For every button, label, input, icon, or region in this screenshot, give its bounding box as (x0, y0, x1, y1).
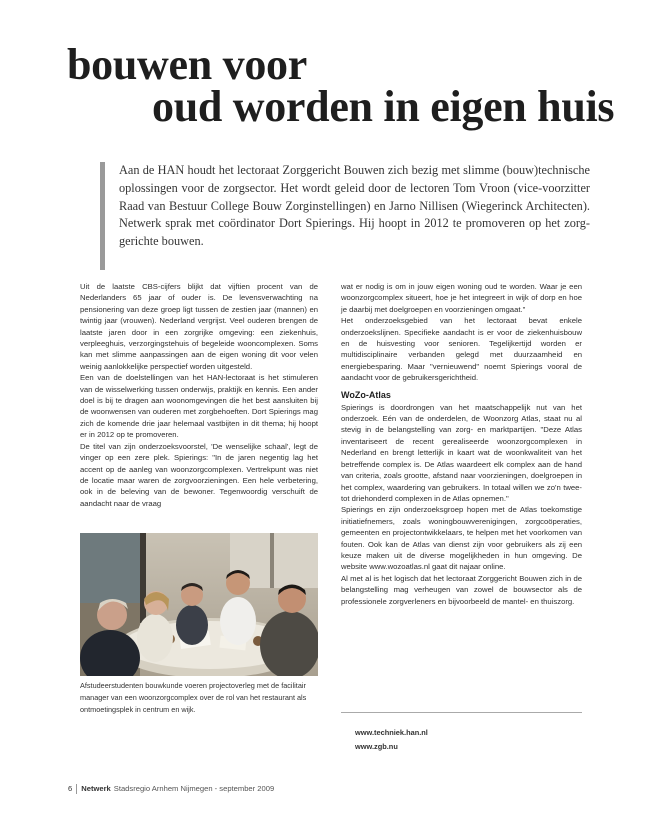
link-zgb[interactable]: www.zgb.nu (355, 742, 398, 751)
title-line-2: oud worden in eigen huis (152, 82, 615, 131)
right-paragraph-2: Het onderzoeksgebied van het lectoraat bevat enkele onderzoekslijnen. Specifieke aandacht is er voor de ziekenhuisbouw en de huisvesting voor senioren. Tegelijkertijd worden er multidisciplinaire verbanden gelegd met duurzaamheid en energiebesparing. Maar "vernieuwend" noemt Spierings vooral de aandacht voor de gebruikersgerichtheid. (341, 316, 582, 383)
meeting-photo (80, 533, 318, 676)
right-column (341, 281, 582, 607)
meeting-photo-illustration (80, 533, 318, 676)
footer-text: Stadsregio Arnhem Nijmegen - september 2009 (113, 784, 275, 793)
left-column (80, 281, 318, 509)
intro-accent-bar (100, 162, 105, 270)
right-paragraph-4: Spierings en zijn onderzoeksgroep hopen met de Atlas toekomstige initiatiefnemers, zoals woningbouwverenigingen, zorgcoöperaties, gemeenten en projectontwikkelaars, te helpen met het voorkomen van fouten. Ook kan de Atlas van dienst zijn voor gebruikers als zij een keuze maken uit de diverse mogelijkheden in hun omgeving. De website www.wozoatlas.nl gaat dit najaar online. (341, 505, 582, 572)
right-paragraph-3: Spierings is doordrongen van het maatschappelijk nut van het onderzoek. Eén van de onderdelen, de Woonzorg Atlas, staat nu al stevig in de belangstelling van zorg- en marktpartijen. "Deze Atlas inventariseert de recent gerealiseerde woonzorgcomplexen in Nederland en brengt letterlijk in kaart wat de woonkwaliteit van het betreffende complex is. De Atlas waardeert elk complex aan de hand van criteria, zoals grootte, afstand naar voorzieningen, doelgroepen in het complex, waardering van gebruikers. In totaal willen we zo'n twee- tot driehonderd complexen in de Atlas opnemen." (341, 402, 582, 503)
right-paragraph-1: wat er nodig is om in jouw eigen woning oud te worden. Waar je een woonzorgcomplex situeert, hoe je het integreert in wijk of dorp en hoe je daarbij met doelgroepen en voorzieningen omgaat." (341, 282, 582, 314)
page-footer (68, 784, 274, 794)
intro-block (100, 162, 590, 270)
links-divider (341, 712, 582, 713)
left-paragraph-1: Uit de laatste CBS-cijfers blijkt dat vijftien procent van de Nederlanders 65 jaar of ouder is. De levensverwachting na pensionering van deze groep ligt tussen de zestien jaar (mannen) en twintig jaar (vrouwen). Nederland vergrijst. Veel ouderen brengen de laatste jaren door in een zorgrijke omgeving: een ziekenhuis, verpleeghuis, verzorgingstehuis of begeleide wooncomplexen. Soms kan met slimme aanpassingen aan de eigen woning dit voor velen weinig aanlokkelijke perspectief worden uitgesteld. (80, 282, 318, 371)
title-line-1: bouwen voor (67, 40, 307, 89)
header-cutoff-text (0, 0, 656, 6)
footer-brand: Netwerk (81, 784, 111, 793)
section-subheading: WoZo-Atlas (341, 389, 391, 400)
page-number: 6 (68, 784, 77, 794)
left-paragraph-2: Een van de doelstellingen van het HAN-lectoraat is het stimuleren van de wisselwerking tussen onderwijs, praktijk en kennis. Een ander doel is bij te dragen aan woonomgevingen die het best aansluiten bij de woonwensen van ouderen met zorgbehoeften. Dort Spierings mag zich de komende drie jaar helemaal vastbijten in dit thema; hij hoopt er in 2012 op te promoveren. (80, 373, 318, 440)
left-paragraph-3: De titel van zijn onderzoeksvoorstel, 'De wenselijke schaal', legt de vinger op een zere plek. Spierings: "In de jaren negentig lag het accent op de aanleg van woonzorgcomplexen. Vertrekpunt was niet de locatie maar waren de zorgvoorzieningen. Een hele verbetering, ook in de beleving van de bewoner. Tegenwoordig verschuift de aandacht naar de vraag (80, 441, 318, 508)
related-links (355, 726, 428, 754)
photo-caption: Afstudeerstudenten bouwkunde voeren projectoverleg met de facilitair manager van een woonzorgcomplex over de rol van het restaurant als ontmoetingsplek in centrum en wijk. (80, 681, 307, 714)
intro-text: Aan de HAN houdt het lectoraat Zorggericht Bouwen zich bezig met slimme (bouw)technische oplossingen voor de zorgsector. Het wordt geleid door de lectoren Tom Vroon (vice-voorzitter Raad van Bestuur College Bouw Zorginstellingen) en Jarno Nillisen (Wiegerinck Architecten). Netwerk sprak met coördinator Dort Spierings. Hij hoopt in 2012 te promoveren op het zorg-gerichte bouwen. (119, 163, 590, 249)
right-paragraph-5: Al met al is het logisch dat het lectoraat Zorggericht Bouwen zich in de belangstelling mag verheugen van zowel de bouwsector als de professionele zorgverleners en bijvoorbeeld de mantel- en thuiszorg. (341, 573, 582, 606)
link-techniek-han[interactable]: www.techniek.han.nl (355, 728, 428, 737)
